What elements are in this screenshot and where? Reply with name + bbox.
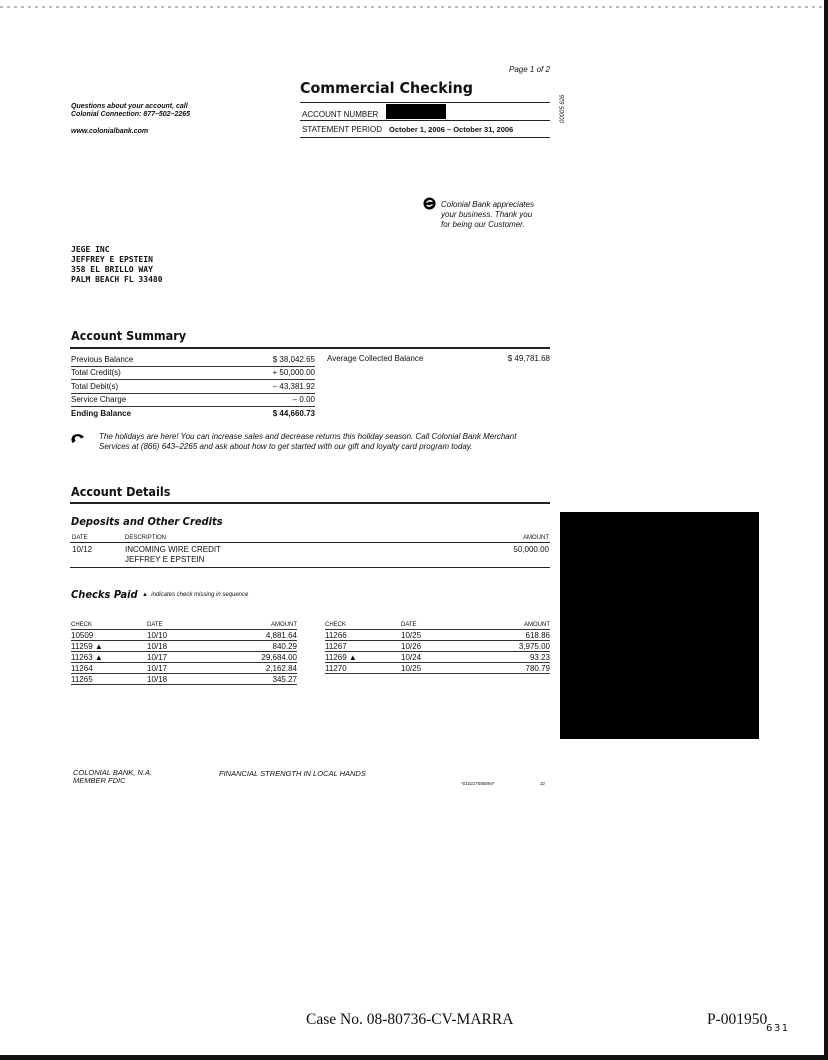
check-amount-header: AMOUNT bbox=[217, 620, 297, 630]
deposit-description-line-1: INCOMING WIRE CREDIT bbox=[125, 545, 221, 554]
deposits-title: Deposits and Other Credits bbox=[71, 515, 223, 528]
check-number: 11270 bbox=[325, 663, 401, 674]
check-amount: 29,684.00 bbox=[217, 652, 297, 663]
check-amount: 3,975.00 bbox=[471, 641, 550, 652]
checks-paid-title: Checks Paid bbox=[71, 588, 138, 601]
summary-value: $ 44,660.73 bbox=[272, 408, 315, 418]
checks-table-left bbox=[71, 620, 297, 685]
address-line-4: PALM BEACH FL 33480 bbox=[71, 275, 163, 284]
check-date: 10/10 bbox=[147, 630, 217, 641]
account-rule bbox=[300, 120, 550, 121]
check-row bbox=[71, 652, 297, 663]
redacted-account-number bbox=[386, 104, 446, 119]
check-amount: 618.86 bbox=[471, 630, 550, 641]
check-date: 10/25 bbox=[401, 663, 471, 674]
check-number-header: CHECK bbox=[71, 620, 147, 630]
deposit-date: 10/12 bbox=[72, 545, 93, 554]
check-date: 10/24 bbox=[401, 652, 471, 663]
check-date: 10/17 bbox=[147, 663, 217, 674]
summary-value: – 43,381.92 bbox=[216, 380, 315, 394]
check-amount: 4,881.64 bbox=[217, 630, 297, 641]
check-amount: 780.79 bbox=[471, 663, 550, 674]
check-number-header: CHECK bbox=[325, 620, 401, 630]
average-balance-label: Average Collected Balance bbox=[327, 354, 424, 363]
scan-right-edge bbox=[824, 0, 828, 1060]
address-line-2: JEFFREY E EPSTEIN bbox=[71, 255, 153, 264]
check-number: 11269 ▲ bbox=[325, 652, 401, 663]
check-number: 11263 ▲ bbox=[71, 652, 147, 663]
check-row bbox=[325, 663, 550, 674]
summary-value: – 0.00 bbox=[216, 393, 315, 407]
statement-title: Commercial Checking bbox=[300, 79, 473, 97]
check-row bbox=[325, 630, 550, 641]
account-number-label: ACCOUNT NUMBER bbox=[302, 110, 379, 119]
account-summary-title: Account Summary bbox=[71, 328, 187, 343]
contact-line-1: Questions about your account, call bbox=[71, 103, 188, 110]
check-date: 10/18 bbox=[147, 674, 217, 685]
check-number: 11267 bbox=[325, 641, 401, 652]
missing-check-note-text: indicates check missing in sequence bbox=[151, 592, 249, 598]
check-row bbox=[71, 630, 297, 641]
check-amount: 840.29 bbox=[217, 641, 297, 652]
summary-label: Service Charge bbox=[71, 393, 216, 407]
bates-subnumber: 631 bbox=[766, 1023, 790, 1034]
check-amount: 93.23 bbox=[471, 652, 550, 663]
scan-bottom-edge bbox=[0, 1055, 828, 1060]
footer-number: 32 bbox=[540, 781, 546, 786]
period-rule bbox=[300, 137, 550, 138]
check-row bbox=[325, 652, 550, 663]
footer-slogan: FINANCIAL STRENGTH IN LOCAL HANDS bbox=[219, 769, 366, 778]
mailing-address bbox=[71, 245, 163, 285]
check-row bbox=[71, 674, 297, 685]
summary-table bbox=[71, 353, 315, 420]
summary-row bbox=[71, 366, 315, 380]
statement-period-value: October 1, 2006 – October 31, 2006 bbox=[389, 125, 514, 134]
summary-value: + 50,000.00 bbox=[216, 366, 315, 380]
check-number: 11266 bbox=[325, 630, 401, 641]
deposit-amount-header: AMOUNT bbox=[523, 535, 549, 541]
deposit-amount: 50,000.00 bbox=[513, 545, 549, 554]
summary-value: $ 38,042.65 bbox=[216, 353, 315, 366]
check-date: 10/26 bbox=[401, 641, 471, 652]
account-details-title: Account Details bbox=[71, 484, 171, 499]
title-rule bbox=[300, 102, 550, 103]
check-row bbox=[325, 641, 550, 652]
redaction-block bbox=[560, 512, 759, 739]
address-line-3: 358 EL BRILLO WAY bbox=[71, 265, 153, 274]
check-date: 10/25 bbox=[401, 630, 471, 641]
scan-top-edge bbox=[0, 6, 828, 8]
bates-number: P-001950 bbox=[707, 1011, 768, 1028]
check-number: 10509 bbox=[71, 630, 147, 641]
deposit-description-line-2: JEFFREY E EPSTEIN bbox=[125, 555, 205, 564]
check-date-header: DATE bbox=[401, 620, 471, 630]
summary-row-ending-balance bbox=[71, 407, 315, 420]
swirl-icon bbox=[423, 197, 436, 210]
summary-title-rule bbox=[70, 347, 550, 349]
appreciation-message: Colonial Bank appreciates your business. Thank you for being our Customer. bbox=[441, 200, 534, 229]
summary-label: Total Credit(s) bbox=[71, 366, 216, 380]
summary-label: Ending Balance bbox=[71, 408, 132, 418]
check-number: 11259 ▲ bbox=[71, 641, 147, 652]
footer-member-fdic: MEMBER FDIC bbox=[73, 776, 126, 785]
check-amount: 345.27 bbox=[217, 674, 297, 685]
checks-header-row bbox=[71, 620, 297, 630]
side-code: 00005 626 bbox=[560, 94, 566, 123]
check-amount-header: AMOUNT bbox=[471, 620, 550, 630]
holiday-message: The holidays are here! You can increase sales and decrease returns this holiday season. Call Colonial Bank Merchant Services at (866) 643–2265 and ask about how to get started with our gift and loyalty card program today. bbox=[99, 432, 517, 451]
average-balance-value: $ 49,781.68 bbox=[507, 354, 550, 363]
checks-table-right bbox=[325, 620, 550, 674]
deposit-header-rule bbox=[70, 542, 550, 543]
check-number: 11265 bbox=[71, 674, 147, 685]
bank-website: www.colonialbank.com bbox=[71, 128, 149, 135]
check-number: 11264 bbox=[71, 663, 147, 674]
contact-info bbox=[71, 103, 190, 119]
swirl-icon bbox=[70, 432, 85, 447]
summary-row bbox=[71, 380, 315, 394]
contact-line-2: Colonial Connection: 877–502–2265 bbox=[71, 111, 191, 118]
check-date-header: DATE bbox=[147, 620, 217, 630]
case-number-stamp: Case No. 08-80736-CV-MARRA bbox=[306, 1011, 514, 1028]
check-row bbox=[71, 663, 297, 674]
deposit-description bbox=[125, 545, 221, 565]
statement-period-label: STATEMENT PERIOD bbox=[302, 125, 383, 134]
deposit-description-header: DESCRIPTION bbox=[125, 535, 167, 541]
details-title-rule bbox=[70, 502, 550, 504]
triangle-icon: ▲ bbox=[142, 592, 148, 598]
check-date: 10/17 bbox=[147, 652, 217, 663]
check-row bbox=[71, 641, 297, 652]
summary-label: Total Debit(s) bbox=[71, 380, 216, 394]
page-indicator: Page 1 of 2 bbox=[509, 65, 550, 74]
deposit-row-rule bbox=[70, 567, 550, 568]
checks-header-row bbox=[325, 620, 550, 630]
footer-barcode-text: *010227580094* bbox=[461, 781, 495, 786]
summary-row bbox=[71, 393, 315, 407]
footer-bank-info bbox=[73, 769, 152, 785]
deposit-date-header: DATE bbox=[72, 535, 88, 541]
summary-row bbox=[71, 353, 315, 366]
address-line-1: JEGE INC bbox=[71, 245, 110, 254]
footer-bank-name: COLONIAL BANK, N.A. bbox=[73, 768, 153, 777]
check-date: 10/18 bbox=[147, 641, 217, 652]
missing-check-note bbox=[142, 592, 248, 598]
check-amount: 2,162.84 bbox=[217, 663, 297, 674]
summary-label: Previous Balance bbox=[71, 353, 216, 366]
